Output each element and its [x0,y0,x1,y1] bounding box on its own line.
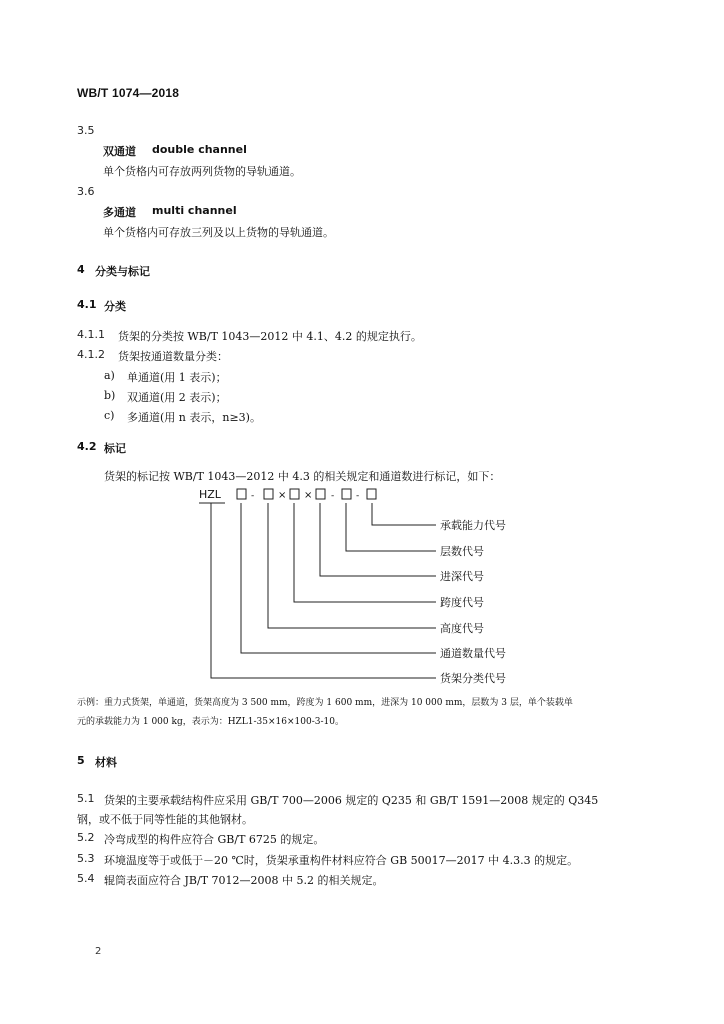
subsection-number: 4.1 [77,298,97,311]
term-definition: 单个货格内可存放两列货物的导轨通道。 [103,165,301,178]
clause-text: 货架按通道数量分类： [118,350,228,363]
leader-line [294,503,436,602]
subsection-title: 分类 [104,300,126,313]
list-label: c) [104,409,115,422]
list-item: 多通道(用 n 表示，n≥3)。 [127,411,261,424]
page-number: 2 [95,946,102,957]
separator: × [278,490,287,501]
marking-intro: 货架的标记按 WB/T 1043—2012 中 4.3 的相关规定和通道数进行标记，如下： [104,470,501,483]
term-en: multi channel [152,204,237,217]
section-number: 4 [77,263,85,276]
clause-text: 货架的主要承载结构件应采用 GB/T 700—2006 规定的 Q235 和 GB/T 1591—2008 规定的 Q345 [104,794,599,807]
leader-line [372,503,436,525]
code-label: 层数代号 [440,545,484,558]
leader-line [346,503,436,551]
leader-line [268,503,436,628]
separator: × [304,490,313,501]
code-box [264,489,273,499]
code-label: 承载能力代号 [440,519,506,532]
section-title: 分类与标记 [95,265,150,278]
example-line: 元的承载能力为 1 000 kg，表示为：HZL1-35×16×100-3-10。 [77,717,344,727]
term-cn: 双通道 [103,145,136,158]
list-label: a) [104,369,115,382]
code-label: 高度代号 [440,622,484,635]
code-box [290,489,299,499]
list-item: 双通道(用 2 表示)； [127,391,227,404]
subsection-title: 标记 [104,442,126,455]
clause-number: 5.1 [77,792,95,805]
code-label: 通道数量代号 [440,647,506,660]
list-label: b) [104,389,116,402]
clause-text: 辊筒表面应符合 JB/T 7012—2008 中 5.2 的相关规定。 [104,874,384,887]
clause-text: 钢，或不低于同等性能的其他钢材。 [77,813,253,826]
code-box [316,489,325,499]
separator: - [356,491,360,501]
code-label: 进深代号 [440,570,484,583]
clause-text: 冷弯成型的构件应符合 GB/T 6725 的规定。 [104,833,325,846]
leader-line [320,503,436,576]
leader-line [211,503,436,678]
standard-code: WB/T 1074—2018 [77,86,180,100]
example-line: 示例：重力式货架，单通道，货架高度为 3 500 mm，跨度为 1 600 mm，进深为 10 000 mm，层数为 3 层，单个装载单 [77,698,573,708]
subsection-number: 4.2 [77,440,97,453]
clause-number: 3.5 [77,124,95,137]
code-box [237,489,246,499]
clause-text: 货架的分类按 WB/T 1043—2012 中 4.1、4.2 的规定执行。 [118,330,422,343]
separator: - [331,491,335,501]
marking-prefix: HZL [199,488,221,501]
clause-number: 5.3 [77,852,95,865]
section-title: 材料 [95,756,117,769]
code-label: 跨度代号 [440,596,484,609]
code-label: 货架分类代号 [440,672,506,685]
term-cn: 多通道 [103,206,136,219]
term-en: double channel [152,143,247,156]
clause-number: 4.1.1 [77,328,105,341]
code-box [342,489,351,499]
clause-number: 5.2 [77,831,95,844]
list-item: 单通道(用 1 表示)； [127,371,227,384]
clause-text: 环境温度等于或低于－20 ℃时，货架承重构件材料应符合 GB 50017—2017 中 4.3.3 的规定。 [104,854,579,867]
section-number: 5 [77,754,85,767]
term-definition: 单个货格内可存放三列及以上货物的导轨通道。 [103,226,334,239]
clause-number: 5.4 [77,872,95,885]
code-box [367,489,376,499]
clause-number: 4.1.2 [77,348,105,361]
separator: - [251,491,255,501]
clause-number: 3.6 [77,185,95,198]
